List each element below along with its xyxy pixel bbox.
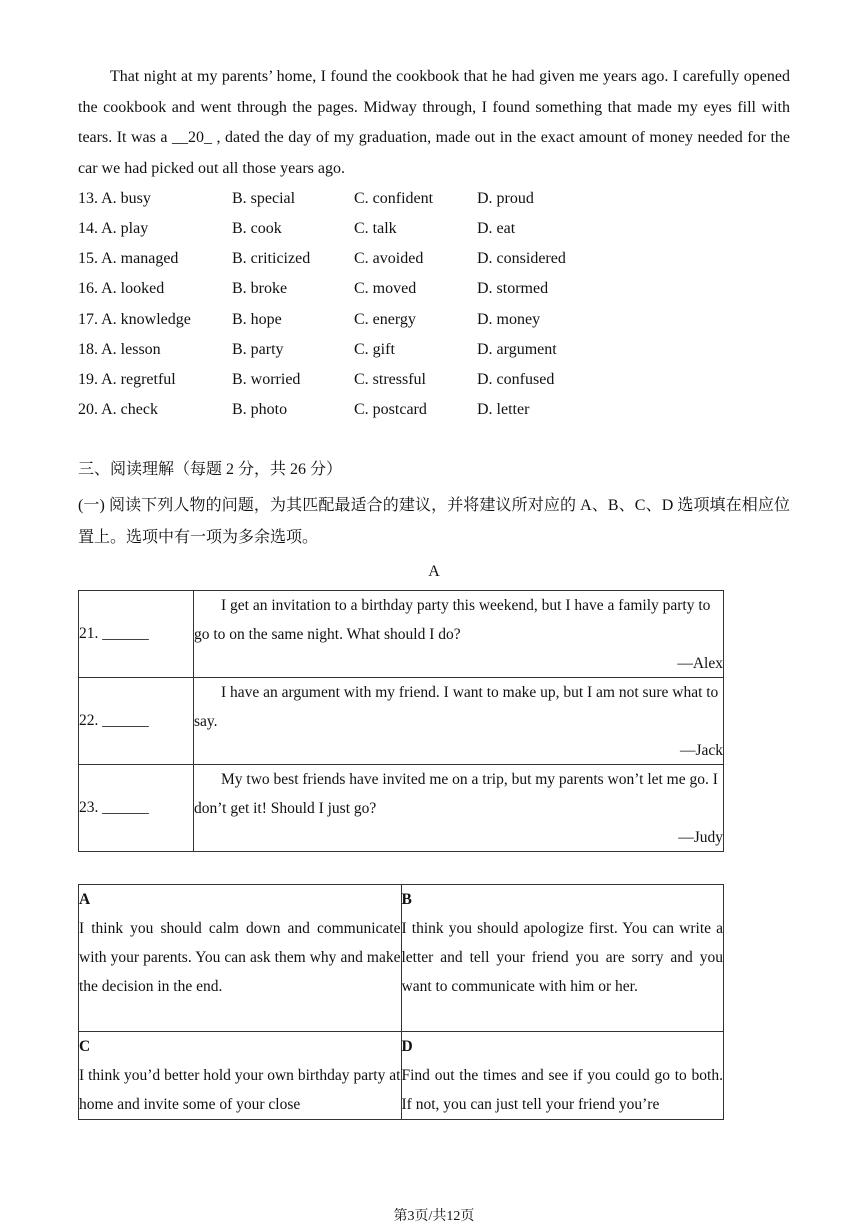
option-a: 16. A. looked [78, 280, 165, 297]
advice-letter: D [401, 1038, 413, 1055]
advice-cell-b [401, 885, 724, 1032]
answer-blank[interactable]: 21. ______ [79, 591, 194, 678]
option-a: 13. A. busy [78, 190, 151, 207]
option-a: 18. A. lesson [78, 341, 161, 358]
advice-table [78, 884, 724, 1120]
option-c: C. confident [354, 190, 434, 207]
question-cell [194, 591, 724, 678]
passage-text: That night at my parents’ home, I found the cookbook that he had given me years ago. I carefully opened the cookbook and went through the pages. Midway through, I found something that made my eyes fill with tears. It was a __20_ , dated the day of my graduation, made out in the exact amount of money needed for the car we had picked out all those years ago. [78, 68, 790, 177]
option-a: 14. A. play [78, 220, 149, 237]
question-row [79, 765, 724, 852]
advice-cell-d [401, 1032, 724, 1120]
option-c: C. stressful [354, 371, 426, 388]
option-b: B. hope [232, 311, 282, 328]
option-c: C. postcard [354, 401, 427, 418]
option-d: D. argument [477, 341, 557, 358]
page-footer: 第3页/共12页 [393, 1209, 475, 1224]
advice-cell-c [79, 1032, 402, 1120]
question-signature: —Judy [678, 829, 723, 846]
part-label: A [428, 563, 440, 580]
option-c: C. gift [354, 341, 395, 358]
option-c: C. energy [354, 311, 416, 328]
option-b: B. special [232, 190, 296, 207]
option-c: C. avoided [354, 250, 424, 267]
passage-paragraph [78, 62, 790, 184]
advice-text: I think you’d better hold your own birthday party at home and invite some of your close [79, 1067, 401, 1113]
option-d: D. confused [477, 371, 555, 388]
option-c: C. talk [354, 220, 397, 237]
question-text: I have an argument with my friend. I want to make up, but I am not sure what to say. [194, 684, 719, 730]
instruction-text: (一) 阅读下列人物的问题，为其匹配最适合的建议，并将建议所对应的 A、B、C、D 选项填在相应位置上。选项中有一项为多余选项。 [78, 497, 790, 546]
option-b: B. party [232, 341, 284, 358]
option-b: B. broke [232, 280, 288, 297]
question-row [79, 591, 724, 678]
option-d: D. considered [477, 250, 566, 267]
option-d: D. letter [477, 401, 530, 418]
advice-letter: A [79, 891, 91, 908]
option-b: B. worried [232, 371, 301, 388]
question-cell [194, 678, 724, 765]
question-cell [194, 765, 724, 852]
advice-letter: C [79, 1038, 91, 1055]
section-title: 三、阅读理解（每题 2 分，共 26 分） [78, 461, 343, 478]
option-b: B. criticized [232, 250, 311, 267]
question-text: My two best friends have invited me on a trip, but my parents won’t let me go. I don’t get it! Should I just go? [194, 771, 718, 817]
option-d: D. stormed [477, 280, 549, 297]
advice-text: I think you should apologize first. You can write a letter and tell your friend you are sorry and you want to communicate with him or her. [401, 920, 723, 995]
option-a: 20. A. check [78, 401, 158, 418]
option-d: D. eat [477, 220, 516, 237]
option-b: B. photo [232, 401, 288, 418]
question-signature: —Jack [679, 742, 723, 759]
advice-cell-a [79, 885, 402, 1032]
answer-blank[interactable]: 22. ______ [79, 678, 194, 765]
questions-table [78, 590, 724, 852]
option-d: D. proud [477, 190, 534, 207]
option-a: 15. A. managed [78, 250, 179, 267]
option-c: C. moved [354, 280, 417, 297]
question-row [79, 678, 724, 765]
question-signature: —Alex [677, 655, 723, 672]
question-text: I get an invitation to a birthday party this weekend, but I have a family party to go to on the same night. What should I do? [194, 597, 711, 643]
option-a: 19. A. regretful [78, 371, 176, 388]
advice-text: Find out the times and see if you could go to both. If not, you can just tell your friend you’re [401, 1067, 723, 1113]
option-a: 17. A. knowledge [78, 311, 191, 328]
answer-blank[interactable]: 23. ______ [79, 765, 194, 852]
advice-text: I think you should calm down and communicate with your parents. You can ask them why and make the decision in the end. [79, 920, 401, 995]
option-d: D. money [477, 311, 541, 328]
advice-letter: B [401, 891, 412, 908]
option-b: B. cook [232, 220, 282, 237]
